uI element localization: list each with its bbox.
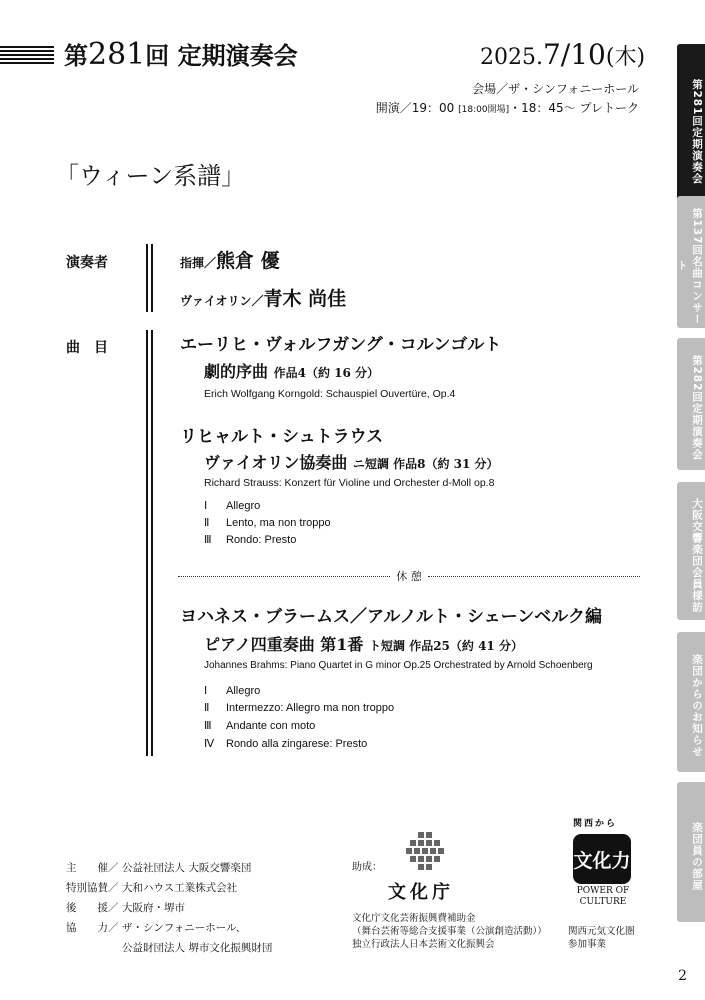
concert-date: 2025.7/10(木) bbox=[480, 38, 646, 71]
composer: エーリヒ・ヴォルフガング・コルンゴルト bbox=[180, 335, 502, 355]
divider bbox=[151, 330, 153, 756]
movement: Ⅱ Lento, ma non troppo bbox=[204, 517, 331, 529]
agency-logo-text: 文化庁 bbox=[388, 882, 454, 903]
work-english: Erich Wolfgang Korngold: Schauspiel Ouvertüre, Op.4 bbox=[204, 388, 456, 400]
violinist: ヴァイオリン／青木 尚佳 bbox=[180, 288, 347, 310]
work-title: ヴァイオリン協奏曲 ニ短調 作品8（約 31 分） bbox=[204, 453, 499, 472]
credit-line: 協 力／ ザ・シンフォニーホール、 bbox=[66, 922, 247, 934]
credit-line: 公益財団法人 堺市文化振興財団 bbox=[122, 942, 273, 954]
support-lines: 文化庁文化芸術振興費補助金 （舞台芸術等総合支援事業（公演創造活動）） 独立行政法人日本芸術文化振興会 bbox=[352, 913, 547, 950]
support-label: 助成： bbox=[352, 862, 382, 873]
kansai-lines: 関西元気文化圏 参加事業 bbox=[568, 926, 635, 950]
open-time: 開演／19：00 [18:00開場]・18：45〜 プレトーク bbox=[375, 101, 639, 115]
composer: リヒャルト・シュトラウス bbox=[180, 427, 384, 447]
work-english: Johannes Brahms: Piano Quartet in G minor Op.25 Orchestrated by Arnold Schoenberg bbox=[204, 660, 593, 671]
tab-members-room[interactable]: 楽団員の部屋 bbox=[677, 782, 705, 922]
venue: 会場／ザ・シンフォニーホール bbox=[472, 82, 639, 96]
header-rule-stack bbox=[0, 46, 54, 66]
movement: Ⅰ Allegro bbox=[204, 685, 261, 697]
agency-logo-mark bbox=[404, 830, 450, 876]
conductor: 指揮／熊倉 優 bbox=[180, 250, 280, 272]
tab-137-concert[interactable]: 第137回名曲コンサート bbox=[677, 196, 705, 328]
program-label: 曲 目 bbox=[66, 340, 108, 356]
tab-281-concert[interactable]: 第281回定期演奏会 bbox=[677, 44, 705, 212]
performers-label: 演奏者 bbox=[66, 255, 108, 271]
tab-282-concert[interactable]: 第282回定期演奏会 bbox=[677, 338, 705, 470]
concert-theme: 「ウィーン系譜」 bbox=[55, 162, 246, 190]
kansai-logo: 文化力 bbox=[573, 834, 631, 884]
tab-member-visit[interactable]: 大阪交響楽団会員様訪 bbox=[677, 482, 705, 620]
movement: Ⅰ Allegro bbox=[204, 500, 261, 512]
movement: Ⅲ Andante con moto bbox=[204, 720, 316, 732]
credit-line: 主 催／ 公益社団法人 大阪交響楽団 bbox=[66, 862, 252, 874]
movement: Ⅲ Rondo: Presto bbox=[204, 534, 297, 546]
work-title: 劇的序曲 作品4（約 16 分） bbox=[204, 362, 379, 381]
intermission-divider: 休 憩 bbox=[178, 568, 640, 584]
concert-title: 第281回 定期演奏会 bbox=[64, 37, 298, 72]
composer: ヨハネス・ブラームス／アルノルト・シェーンベルク編 bbox=[180, 607, 602, 627]
divider bbox=[146, 244, 148, 312]
page-number: 2 bbox=[678, 968, 687, 984]
tab-news[interactable]: 楽団からのお知らせ bbox=[677, 632, 705, 772]
divider bbox=[146, 330, 148, 756]
work-english: Richard Strauss: Konzert für Violine und Orchester d-Moll op.8 bbox=[204, 477, 495, 489]
credit-line: 後 援／ 大阪府・堺市 bbox=[66, 902, 185, 914]
work-title: ピアノ四重奏曲 第1番 ト短調 作品25（約 41 分） bbox=[204, 635, 523, 654]
kansai-top: 関西から bbox=[573, 819, 618, 829]
movement: Ⅱ Intermezzo: Allegro ma non troppo bbox=[204, 702, 395, 714]
credit-line: 特別協賛／ 大和ハウス工業株式会社 bbox=[66, 882, 238, 894]
kansai-tagline: POWER OF CULTURE bbox=[576, 886, 630, 907]
movement: Ⅳ Rondo alla zingarese: Presto bbox=[204, 738, 368, 750]
divider bbox=[151, 244, 153, 312]
